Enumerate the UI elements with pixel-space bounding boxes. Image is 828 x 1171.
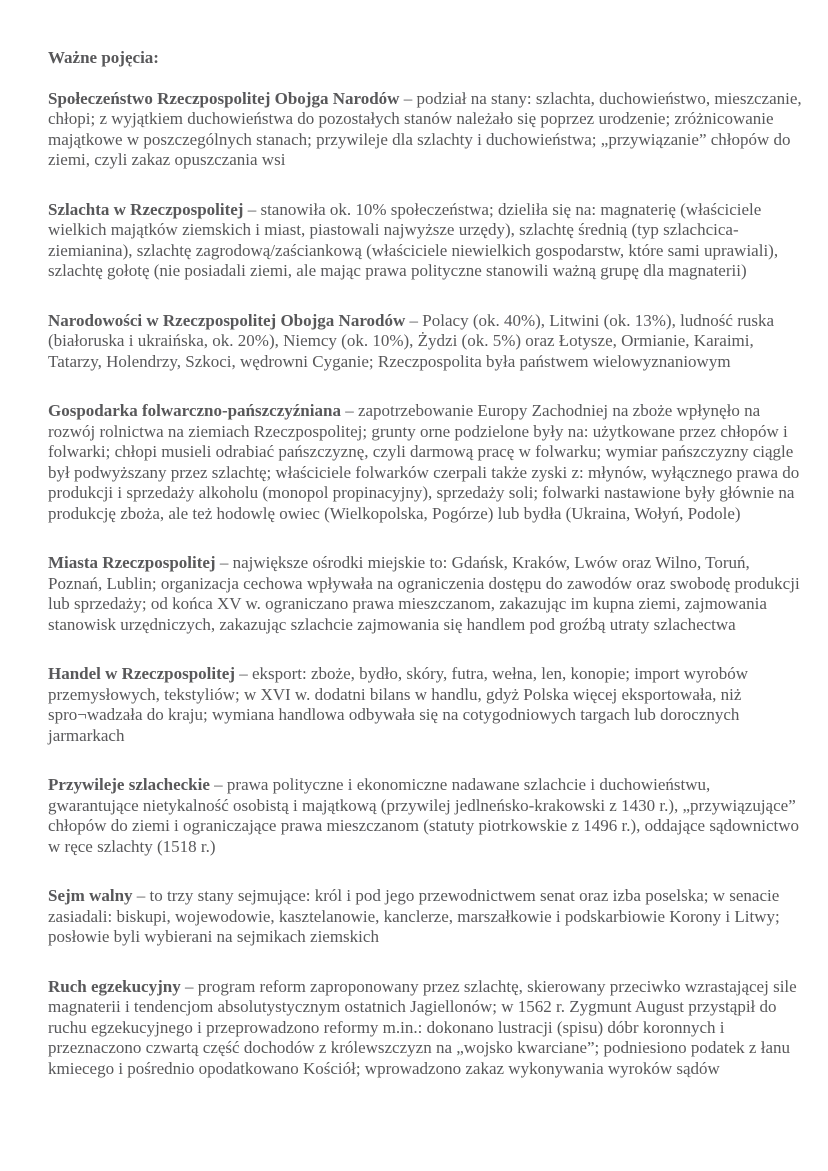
term-separator: – [403,88,413,108]
term-separator: – [136,886,146,905]
term-separator: – [214,775,223,794]
term-separator: – [247,199,257,219]
definition-entry-miasta [48,553,805,635]
page-heading: Ważne pojęcia: [48,48,159,67]
definition-entry-spoleczenstwo [48,89,805,171]
term-label: Sejm walny [48,886,133,905]
definition-entry-gospodarka [48,401,805,524]
term-label: Gospodarka folwarczno-pańszczyźniana [48,401,341,420]
term-separator: – [184,976,194,996]
definition-text: prawa polityczne i ekonomiczne nadawane szlachcie i duchowieństwu, gwarantujące nietykalność osobistą i majątkową (przywilej jedlneńsko-krakowski z 1430 r.), „przywiązujące” chłopów do ziemi i ograniczające prawa mieszczanom (statuty piotrkowskie z 1496 r.), oddające sądownictwo w ręce szlachty (1518 r.) [48,775,800,856]
definition-entry-szlachta [48,200,805,282]
term-label: Szlachta w Rzeczpospolitej [48,199,244,219]
term-separator: – [219,553,229,572]
definition-text: program reform zaproponowany przez szlachtę, skierowany przeciwko wzrastającej sile magnaterii i tendencjom absolutystycznym ostatnich Jagiellonów; w 1562 r. Zygmunt August przystąpił do ruchu egzekucyjnego i przeprowadzono reformy m.in.: dokonano lustracji (spisu) dóbr koronnych i przeznaczono czwartą część dochodów z królewszczyzn na „wojsko kwarciane”; podniesiono podatek z łanu kmiecego i pośrednio opodatkowano Kościół; wprowadzono zakaz wykonywania wyroków sądów [48,976,797,1078]
definition-text: największe ośrodki miejskie to: Gdańsk, Kraków, Lwów oraz Wilno, Toruń, Poznań, Lublin; organizacja cechowa wpływała na ograniczenia dostępu do zawodów oraz swobodę produkcji lub sprzedaży; od końca XV w. ograniczano prawa mieszczanom, zakazując im kupna ziemi, zajmowania stanowisk urzędniczych, zakazując szlachcie zajmowania się handlem pod groźbą utraty szlachectwa [48,553,800,634]
term-separator: – [239,664,248,683]
term-separator: – [409,310,419,330]
term-label: Narodowości w Rzeczpospolitej Obojga Narodów [48,310,406,330]
definition-text: stanowiła ok. 10% społeczeństwa; dzieliła się na: magnaterię (właściciele wielkich majątków ziemskich i miast, piastowali najwyższe urzędy), szlachtę średnią (typ szlachcica-ziemianina), szlachtę zagrodową/zaściankową (właściciele niewielkich gospodarstw, które sami uprawiali), szlachtę gołotę (nie posiadali ziemi, ale mając prawa polityczne stanowili ważną grupę dla magnaterii) [48,199,779,280]
definition-entry-handel [48,664,805,746]
definition-entry-ruch-egzekucyjny [48,977,805,1080]
definition-entry-narodowosci [48,311,805,373]
term-label: Ruch egzekucyjny [48,976,181,996]
term-separator: – [345,401,354,420]
definition-entry-sejm-walny [48,886,805,948]
term-label: Społeczeństwo Rzeczpospolitej Obojga Narodów [48,88,400,108]
definition-text: zapotrzebowanie Europy Zachodniej na zboże wpłynęło na rozwój rolnictwa na ziemiach Rzeczpospolitej; grunty orne podzielone były na: użytkowane przez chłopów i folwarki; chłopi musieli odrabiać pańszczyznę, czyli darmową pracę w folwarku; wymiar pańszczyzny ciągle był podwyższany przez szlachtę; właściciele folwarków czerpali także zyski z: młynów, wyłącznego prawa do produkcji i sprzedaży alkoholu (monopol propinacyjny), sprzedaży soli; folwarki nastawione były głównie na produkcję zboża, ale też hodowlę owiec (Wielkopolska, Pogórze) lub bydła (Ukraina, Wołyń, Podole) [48,401,800,523]
definition-entry-przywileje [48,775,805,857]
definition-text: Polacy (ok. 40%), Litwini (ok. 13%), ludność ruska (białoruska i ukraińska, ok. 20%), Niemcy (ok. 10%), Żydzi (ok. 5%) oraz Łotysze, Ormianie, Karaimi, Tatarzy, Holendrzy, Szkoci, wędrowni Cyganie; Rzeczpospolita była państwem wielowyznaniowym [48,310,775,371]
term-label: Przywileje szlacheckie [48,775,210,794]
definition-text: to trzy stany sejmujące: król i pod jego przewodnictwem senat oraz izba poselska; w senacie zasiadali: biskupi, wojewodowie, kasztelanowie, kanclerze, marszałkowie i podskarbiowie Korony i Litwy; posłowie byli wybierani na sejmikach ziemskich [48,886,780,946]
term-label: Miasta Rzeczpospolitej [48,553,216,572]
term-label: Handel w Rzeczpospolitej [48,664,235,683]
definition-text: podział na stany: szlachta, duchowieństwo, mieszczanie, chłopi; z wyjątkiem duchowieństwa do pozostałych stanów należało się poprzez urodzenie; zróżnicowanie majątkowe w poszczególnych stanach; przywileje dla szlachty i duchowieństwa; „przywiązanie” chłopów do ziemi, czyli zakaz opuszczania wsi [48,88,802,169]
definition-text: eksport: zboże, bydło, skóry, futra, wełna, len, konopie; import wyrobów przemysłowych, tekstyliów; w XVI w. dodatni bilans w handlu, gdyż Polska więcej eksportowała, niż spro¬wadzała do kraju; wymiana handlowa odbywała się na cotygodniowych targach lub dorocznych jarmarkach [48,664,749,745]
